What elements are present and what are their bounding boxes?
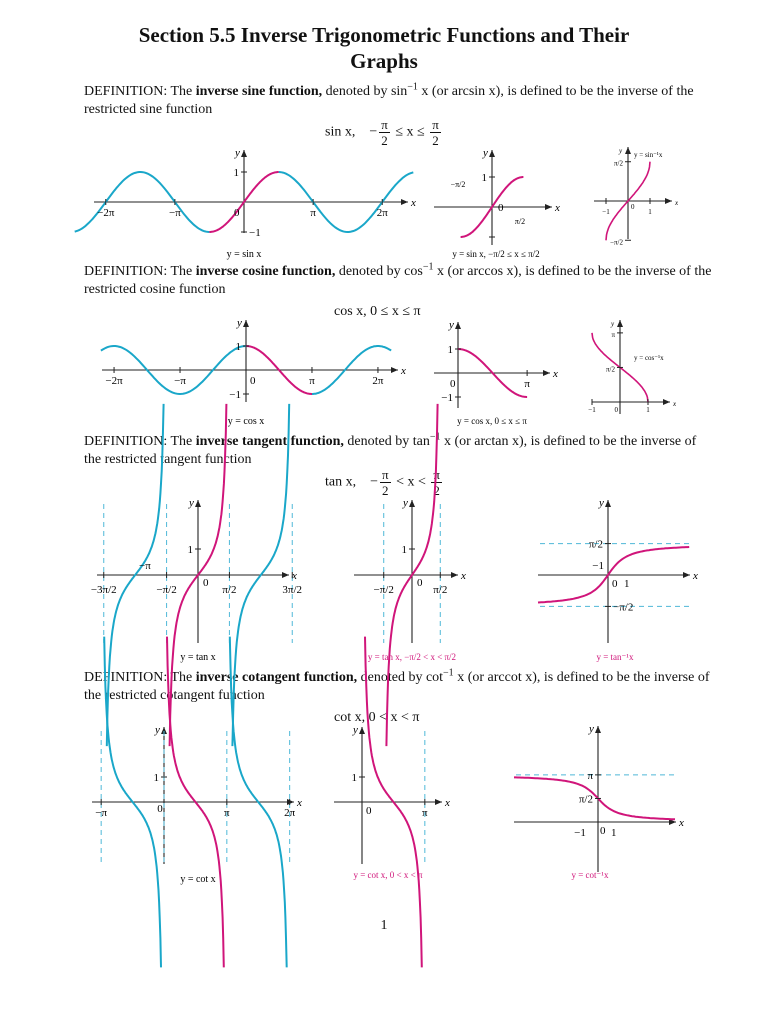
graph-cos-full <box>100 318 406 430</box>
origin-label: 0 <box>157 803 163 815</box>
origin-label: 0 <box>203 577 209 589</box>
tick-x-neg1: −1 <box>602 208 610 216</box>
caption-arcsin: y = sin⁻¹x <box>634 151 663 159</box>
caption-arccos: y = cos⁻¹x <box>634 354 664 362</box>
tick-pi-over-2: π/2 <box>433 584 448 596</box>
x-axis-arrow <box>543 370 550 376</box>
x-axis-label: x <box>297 797 302 809</box>
graph-sin-full <box>92 145 416 263</box>
x-axis-label: x <box>445 797 450 809</box>
x-axis-arrow <box>665 198 672 204</box>
graph-arccos <box>588 318 680 418</box>
tick-neg-pi-over-2: −π/2 <box>613 601 634 614</box>
x-axis-arrow <box>683 572 690 578</box>
x-axis-label: x <box>553 368 558 380</box>
tick-neg-2pi: −2π <box>97 207 115 219</box>
y-axis-label: y <box>353 724 358 736</box>
y-axis-arrow <box>489 150 495 157</box>
arccot-curve <box>514 777 675 819</box>
tick-pi: π <box>611 330 615 339</box>
x-axis-arrow <box>401 199 408 205</box>
x-axis-arrow <box>287 799 294 805</box>
graph-arccot <box>510 722 690 890</box>
tick-neg-pi-over-2: −π/2 <box>450 180 466 189</box>
graph-arctan <box>530 495 700 665</box>
definition-arctan: DEFINITION: The inverse tangent function, denoted by $\tan^{-1} x$ (or arctan x), is defined to be the inverse of the restricted tangent function <box>84 431 697 467</box>
label-neg-one: −1 <box>592 560 604 572</box>
tick-x-neg1: −1 <box>588 406 596 414</box>
x-axis-arrow <box>282 572 289 578</box>
label-neg-pi: −π <box>139 560 151 572</box>
tick-y-1: 1 <box>351 772 357 784</box>
origin-label: 0 <box>631 203 635 211</box>
x-axis-arrow <box>391 367 398 373</box>
origin-label: 0 <box>498 202 504 214</box>
x-axis-arrow <box>663 399 670 405</box>
caption-cos-restricted: y = cos x, 0 ≤ x ≤ π <box>457 416 527 426</box>
y-axis-label: y <box>403 497 408 509</box>
x-axis-label: x <box>292 570 297 582</box>
x-axis-label: x <box>675 199 679 207</box>
y-axis-arrow <box>605 500 611 507</box>
origin-label: 0 <box>417 577 423 589</box>
page-title <box>0 22 768 74</box>
definition-arccos: DEFINITION: The inverse cosine function, denoted by $\cos^{-1} x$ (or arccos x), is defined to be the inverse of the restricted cosine function <box>84 261 712 297</box>
y-axis-label: y <box>189 497 194 509</box>
tick-pi: π <box>310 207 316 219</box>
graph-tan-restricted <box>350 495 480 665</box>
tick-pi-over-2: π/2 <box>222 584 237 596</box>
label-one: 1 <box>624 578 630 590</box>
caption-cot-full: y = cot x <box>180 874 216 885</box>
tick-2pi: 2π <box>376 207 388 219</box>
caption-tan-full: y = tan x <box>180 652 216 663</box>
y-axis-label: y <box>483 147 488 159</box>
origin-label: 0 <box>366 805 372 817</box>
x-axis-label: x <box>679 817 684 829</box>
tick-3pi-over-2: 3π/2 <box>282 584 303 596</box>
tick-2pi: 2π <box>284 807 296 819</box>
tick-y-1: 1 <box>187 544 193 556</box>
tick-pi: π <box>422 807 428 819</box>
x-axis-label: x <box>461 570 466 582</box>
tick-neg-2pi: −2π <box>105 375 123 387</box>
caption-sin-restricted: y = sin x, −π/2 ≤ x ≤ π/2 <box>452 249 540 259</box>
definition-arcsin: DEFINITION: The inverse sine function, denoted by $\sin^{-1} x$ (or arcsin x), is defined to be the inverse of the restricted sine function <box>84 81 694 117</box>
equation-tan-restriction: tan x, − $\frac{\pi}{2}$ < x < $\frac{\pi}{2}$ <box>325 467 440 498</box>
y-axis-arrow <box>455 322 461 329</box>
tick-neg-pi-over-2: −π/2 <box>373 584 394 596</box>
equation-sin-restriction: sin x, − $\frac{\pi}{2}$ ≤ x ≤ $\frac{\pi}{2}$ <box>325 117 439 148</box>
y-axis-label: y <box>619 147 623 155</box>
tick-pi-over-2: π/2 <box>514 217 526 226</box>
y-axis-label: y <box>611 320 615 328</box>
origin-label: 0 <box>234 207 240 219</box>
tick-neg-3pi-over-2: −3π/2 <box>90 584 117 596</box>
origin-label: 0 <box>612 578 618 590</box>
x-axis-arrow <box>545 204 552 210</box>
equation-cos-restriction: cos x, 0 ≤ x ≤ π <box>334 304 421 319</box>
caption-arctan: y = tan⁻¹x <box>596 652 634 662</box>
tick-pi: π <box>587 769 593 782</box>
graph-cot-full <box>90 722 306 890</box>
y-axis-label: y <box>155 724 160 736</box>
definition-arccot: DEFINITION: The inverse cotangent function, denoted by $\cot^{-1} x$ (or arccot x), is defined to be the inverse of the restricted cotangent function <box>84 667 710 703</box>
tick-y-1: 1 <box>153 772 159 784</box>
title-line-1: Section 5.5 Inverse Trigonometric Functions and Their <box>138 23 630 47</box>
x-axis-arrow <box>451 572 458 578</box>
y-axis-label: y <box>599 497 604 509</box>
tick-x-1: 1 <box>646 406 650 414</box>
tick-neg-pi-over-2: −π/2 <box>156 584 177 596</box>
x-axis-label: x <box>555 202 560 214</box>
y-axis-arrow <box>241 150 247 157</box>
tick-x-1: 1 <box>648 208 652 216</box>
origin-label: 0 <box>600 825 606 837</box>
graph-arcsin <box>590 145 682 245</box>
tick-pi: π <box>524 378 530 390</box>
tick-neg-pi: −π <box>174 375 186 387</box>
x-axis-label: x <box>401 365 406 377</box>
tick-y-1: 1 <box>447 344 453 356</box>
tick-y-neg1: −1 <box>249 227 261 239</box>
cot-restricted-caption: y = cot x, 0 < x < π <box>353 870 423 880</box>
caption-cos-full: y = cos x <box>227 416 265 427</box>
y-axis-label: y <box>237 317 242 329</box>
x-axis-arrow <box>435 799 442 805</box>
origin-label: 0 <box>614 406 618 414</box>
tick-y-1: 1 <box>233 167 239 179</box>
y-axis-arrow <box>595 726 601 733</box>
tick-pi: π <box>309 375 315 387</box>
graph-cot-restricted <box>330 722 456 890</box>
page-number: 1 <box>380 918 388 933</box>
tick-y-1: 1 <box>401 544 407 556</box>
label-neg-one: −1 <box>574 827 586 839</box>
graph-sin-restricted <box>430 145 562 263</box>
y-axis-arrow <box>409 500 415 507</box>
caption-sin-full: y = sin x <box>226 249 262 260</box>
label-one: 1 <box>611 827 617 839</box>
tick-2pi: 2π <box>372 375 384 387</box>
tick-y-1: 1 <box>235 341 241 353</box>
equation-cot-restriction: cot x, 0 < x < π <box>334 710 420 725</box>
x-axis-label: x <box>411 197 416 209</box>
y-axis-arrow <box>195 500 201 507</box>
y-axis-arrow <box>625 147 631 154</box>
tick-pi-over-2: π/2 <box>614 159 623 168</box>
origin-label: 0 <box>450 378 456 390</box>
title-line-2: Graphs <box>350 49 418 73</box>
caption-arccot: y = cot⁻¹x <box>571 870 609 880</box>
tick-y-neg1: −1 <box>441 392 453 404</box>
tick-neg-pi: −π <box>169 207 181 219</box>
tick-y-neg1: −1 <box>229 389 241 401</box>
graph-cos-restricted <box>430 318 562 430</box>
graph-tan-full <box>90 495 307 665</box>
y-axis-arrow <box>359 727 365 734</box>
tick-pi-over-2: π/2 <box>606 365 615 374</box>
tick-y-1: 1 <box>481 172 487 184</box>
tick-neg-pi: −π <box>95 807 108 819</box>
y-axis-label: y <box>589 723 594 735</box>
x-axis-label: x <box>693 570 698 582</box>
y-axis-label: y <box>449 319 454 331</box>
y-axis-label: y <box>235 147 240 159</box>
tick-pi-over-2: π/2 <box>578 793 593 806</box>
tick-pi: π <box>224 807 230 819</box>
caption-tan-restricted: y = tan x, −π/2 < x < π/2 <box>367 652 457 662</box>
x-axis-label: x <box>673 400 677 408</box>
origin-label: 0 <box>250 375 256 387</box>
y-axis-arrow <box>243 320 249 327</box>
tick-pi-over-2: π/2 <box>588 538 603 551</box>
y-axis-arrow <box>617 320 623 327</box>
tick-neg-pi-over-2: −π/2 <box>610 238 623 247</box>
